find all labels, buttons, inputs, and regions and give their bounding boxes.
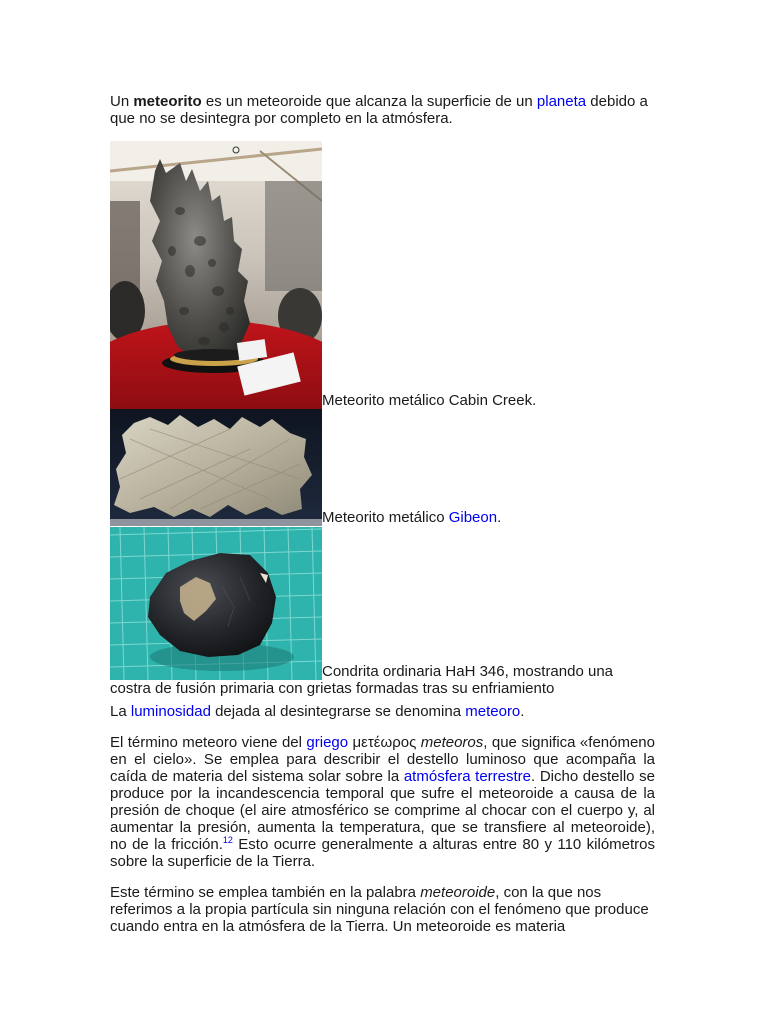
term-text: μετέωρος [348, 734, 421, 751]
intro-text: Un [110, 93, 134, 110]
hah-346-image[interactable] [110, 527, 322, 680]
meteoroide-text: , con la que nos referimos a la propia partícula sin ninguna relación con el fenómeno que produce cuando entra en la atmósfera de la Tierra. Un meteoroide es materia [110, 884, 649, 935]
caption-cabin-creek: Meteorito metálico Cabin Creek. [322, 392, 537, 409]
meteoroide-text: Este término se emplea también en la palabra [110, 884, 421, 901]
lum-text: . [520, 703, 525, 720]
termino-paragraph [110, 734, 655, 870]
cabin-creek-image[interactable] [110, 141, 322, 409]
link-planeta[interactable]: planeta [536, 93, 587, 110]
link-meteoro[interactable]: meteoro [465, 703, 521, 720]
term-meteoros: meteoros [420, 734, 484, 751]
figure-hah-346 [110, 527, 655, 680]
caption-gibeon-text: Meteorito metálico [322, 509, 449, 526]
figure-cabin-creek [110, 141, 655, 409]
reference-12[interactable]: 12 [222, 835, 233, 845]
luminosidad-paragraph [110, 703, 655, 720]
caption-gibeon-end: . [497, 509, 502, 526]
link-gibeon[interactable]: Gibeon [448, 509, 498, 526]
caption-hah-346-line1: Condrita ordinaria HaH 346, mostrando una [322, 663, 613, 680]
gibeon-image[interactable] [110, 409, 322, 526]
term-text: Esto ocurre generalmente a alturas entre 80 y 110 kilómetros sobre la superficie de la Tierra. [110, 836, 656, 870]
caption-hah-346-text: costra de fusión primaria con grietas formadas tras su enfriamiento [110, 680, 555, 697]
lum-text: dejada al desintegrarse se denomina [210, 703, 466, 720]
term-text: , que significa «fenómeno en el cielo». Se emplea para describir el destello luminoso que acompaña la caída de materia del sistema solar sobre la [110, 734, 655, 785]
link-atmosfera-terrestre[interactable]: atmósfera terrestre [403, 768, 532, 785]
caption-hah-346 [110, 680, 655, 697]
caption-gibeon [322, 509, 501, 526]
lum-text: La [110, 703, 131, 720]
meteoroide-paragraph [110, 884, 655, 935]
term-meteorito: meteorito [133, 93, 202, 110]
term-text: El término meteoro viene del [110, 734, 307, 751]
intro-text: debido a que no se desintegra por completo en la atmósfera. [110, 93, 648, 127]
article-body [110, 93, 655, 935]
link-luminosidad[interactable]: luminosidad [130, 703, 211, 720]
figure-gibeon [110, 409, 655, 526]
link-griego[interactable]: griego [306, 734, 349, 751]
term-meteoroide: meteoroide [420, 884, 496, 901]
intro-paragraph [110, 93, 655, 127]
intro-text: es un meteoroide que alcanza la superficie de un [201, 93, 537, 110]
term-text: . Dicho destello se produce por la incandescencia temporal que sufre el meteoroide a causa de la presión de choque (el aire atmosférico se comprime al chocar con el cuerpo y, al aumentar la presión, aumenta la temperatura, que se transfiere al meteoroide), no de la fricción. [110, 768, 655, 853]
